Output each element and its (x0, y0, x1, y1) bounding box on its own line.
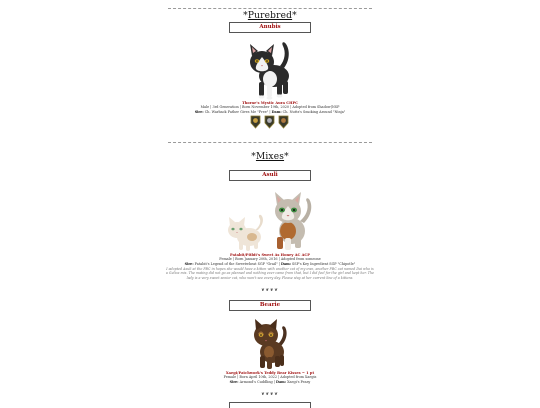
cat-details-bearie: Female | Born April 10th, 2022 | Adopted from Xaegis (223, 375, 317, 380)
cat-note-asuli: I adopted Asuli at the PBC in hopes she would have a kitten with another cat of my own, another PBC cat named Dai who is a Gelica mix. The mating did not go as planned and nothing ever came from that, but I did feel for the girl and kept her. The lady is a very sweet senior cat, who won't see every day. Please stay at her current line of a kittens. (165, 267, 375, 280)
award-badge-icon[interactable] (264, 115, 275, 129)
cat-details-anubis: Male | 3rd Generation | Born November 19th, 2020 | Adopted from Shadow|NSP (200, 105, 340, 110)
section-label-purebred: Purebred (247, 11, 293, 21)
cat-sire-asuli: Patabit's Legend of the Sweetwheat SGP "Grail" (194, 261, 278, 266)
cat-name-box-next (229, 402, 311, 408)
cat-dam-anubis: Ch. Nuttz's Smoking Around "Ninja" (282, 109, 346, 114)
cat-details-asuli: Female | Born January 20th, 2016 | Adopted from someone (219, 257, 321, 262)
cat-name-box-anubis: Anubis (229, 22, 311, 33)
cat-image-asuli (266, 189, 316, 251)
middle-divider (168, 142, 372, 143)
cat-title-bearie: Xaegi/Patchwork's Teddy Bear Kisses ~ 1 pt (225, 371, 315, 375)
cat-caption-bearie (140, 371, 400, 384)
kitten-image-asuli (226, 210, 266, 252)
section-label-mixes: Mixes (255, 152, 285, 162)
cat-image-bearie (250, 316, 290, 370)
cat-name-box-bearie: Bearie (229, 300, 311, 311)
paw-separator: ❦❦❦❦ (261, 287, 279, 292)
cat-caption-anubis (140, 101, 400, 114)
section-heading-purebred: *Purebred* (243, 11, 297, 21)
top-divider (168, 8, 372, 9)
cat-lineage-anubis: Sire: Ch. Warback Father Gives Me "Free" | Dam: Ch. Nuttz's Smoking Around "Ninja" (194, 109, 346, 114)
section-heading-mixes: *Mixes* (251, 152, 289, 162)
cat-dam-bearie: Xaegi's Peasy (287, 379, 311, 384)
award-badge-icon[interactable] (278, 115, 289, 129)
cat-sire-anubis: Ch. Warback Father Gives Me "Free" (204, 109, 269, 114)
cat-dam-asuli: SSP's Key Ingredient SGP "Chipotle" (292, 261, 356, 266)
award-badges-anubis (249, 115, 291, 130)
cat-name-box-asuli: Asuli (229, 170, 311, 181)
cat-title-anubis: Thorne's Mystic Aura CHPC (241, 101, 299, 105)
cat-lineage-bearie: Sire: Armond's Cuddling | Dam: Xaegi's Peasy (229, 379, 311, 384)
cat-sire-bearie: Armond's Cuddling (239, 379, 273, 384)
cat-lineage-asuli: Sire: Patabit's Legend of the Sweetwheat SGP "Grail" | Dam: SSP's Key Ingredient SGP "Chipotle" (184, 261, 356, 266)
cat-image-anubis (246, 38, 294, 100)
cat-title-asuli: Patabit/Pitbit's Sweet As Honey AC ACP (230, 253, 310, 257)
award-badge-icon[interactable] (250, 115, 261, 129)
cat-caption-asuli (140, 253, 400, 266)
paw-separator-bottom: ❦❦❦❦ (261, 391, 279, 396)
